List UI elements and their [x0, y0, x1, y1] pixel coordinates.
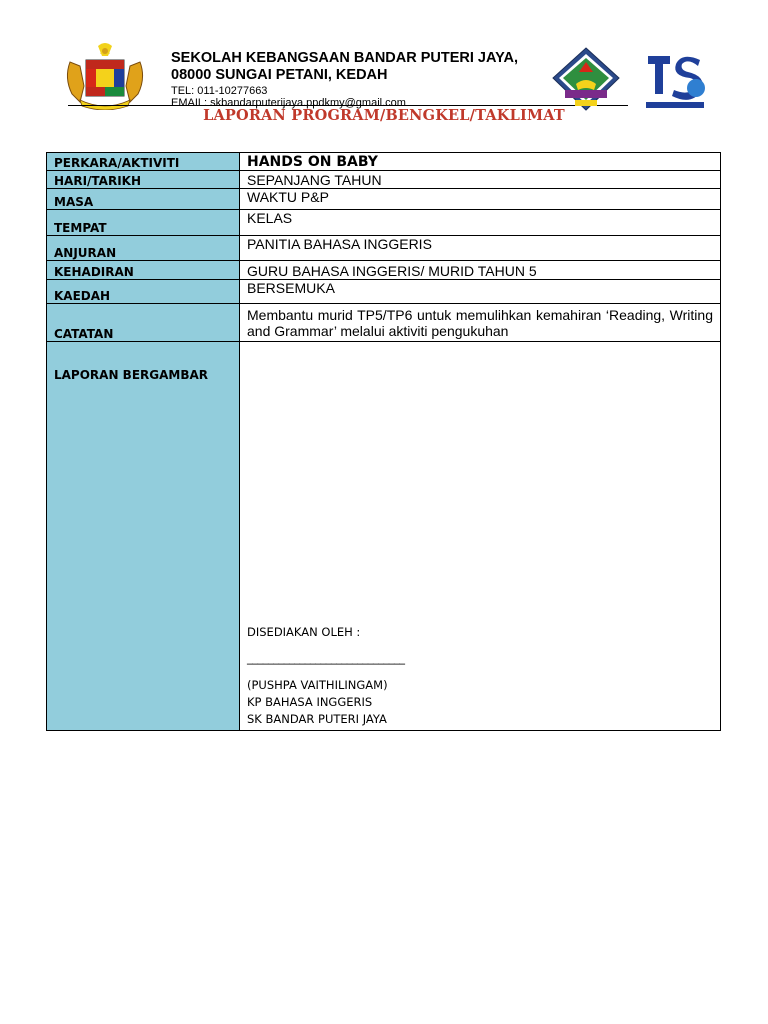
table-row: [47, 153, 721, 171]
school-name-line2: 08000 SUNGAI PETANI, KEDAH: [171, 67, 388, 83]
row-value: KELAS: [240, 210, 721, 236]
ts25-logo-icon: [640, 46, 710, 112]
row-label: LAPORAN BERGAMBAR: [47, 342, 240, 731]
table-row: [47, 189, 721, 210]
report-title: LAPORAN PROGRAM/BENGKEL/TAKLIMAT: [203, 107, 565, 124]
row-label: KAEDAH: [47, 280, 240, 304]
table-row: [47, 210, 721, 236]
table-row: [47, 304, 721, 342]
table-row: [47, 261, 721, 280]
signature-line: ______________________________: [247, 651, 405, 665]
malaysia-coat-of-arms-icon: [60, 42, 150, 110]
table-row: [47, 280, 721, 304]
signature-block: [247, 624, 713, 728]
table-row-photo-report: [47, 342, 721, 731]
row-value: HANDS ON BABY: [240, 153, 721, 171]
row-value: PANITIA BAHASA INGGERIS: [240, 236, 721, 261]
table-row: [47, 171, 721, 189]
preparer-name: (PUSHPA VAITHILINGAM): [247, 678, 388, 692]
row-value: SEPANJANG TAHUN: [240, 171, 721, 189]
row-value: GURU BAHASA INGGERIS/ MURID TAHUN 5: [240, 261, 721, 280]
prepared-by-label: DISEDIAKAN OLEH :: [247, 625, 361, 639]
photo-report-cell: [240, 342, 721, 731]
school-crest-icon: [551, 46, 621, 112]
row-label: HARI/TARIKH: [47, 171, 240, 189]
school-email: EMAIL: skbandarputerijaya.ppdkmy@gmail.com: [171, 97, 406, 109]
preparer-role: KP BAHASA INGGERIS: [247, 695, 373, 709]
row-label: TEMPAT: [47, 210, 240, 236]
row-value: Membantu murid TP5/TP6 untuk memulihkan kemahiran ‘Reading, Writing and Grammar’ melalui aktiviti pengukuhan: [240, 304, 721, 342]
row-label: KEHADIRAN: [47, 261, 240, 280]
row-value: WAKTU P&P: [240, 189, 721, 210]
row-label: MASA: [47, 189, 240, 210]
school-name-line1: SEKOLAH KEBANGSAAN BANDAR PUTERI JAYA,: [171, 50, 518, 66]
school-name: [171, 50, 518, 84]
preparer-school: SK BANDAR PUTERI JAYA: [247, 712, 387, 726]
row-label: CATATAN: [47, 304, 240, 342]
row-value: BERSEMUKA: [240, 280, 721, 304]
school-telephone: TEL: 011-10277663: [171, 85, 268, 97]
table-row: [47, 236, 721, 261]
row-label: PERKARA/AKTIVITI: [47, 153, 240, 171]
row-label: ANJURAN: [47, 236, 240, 261]
report-table: [46, 152, 721, 731]
